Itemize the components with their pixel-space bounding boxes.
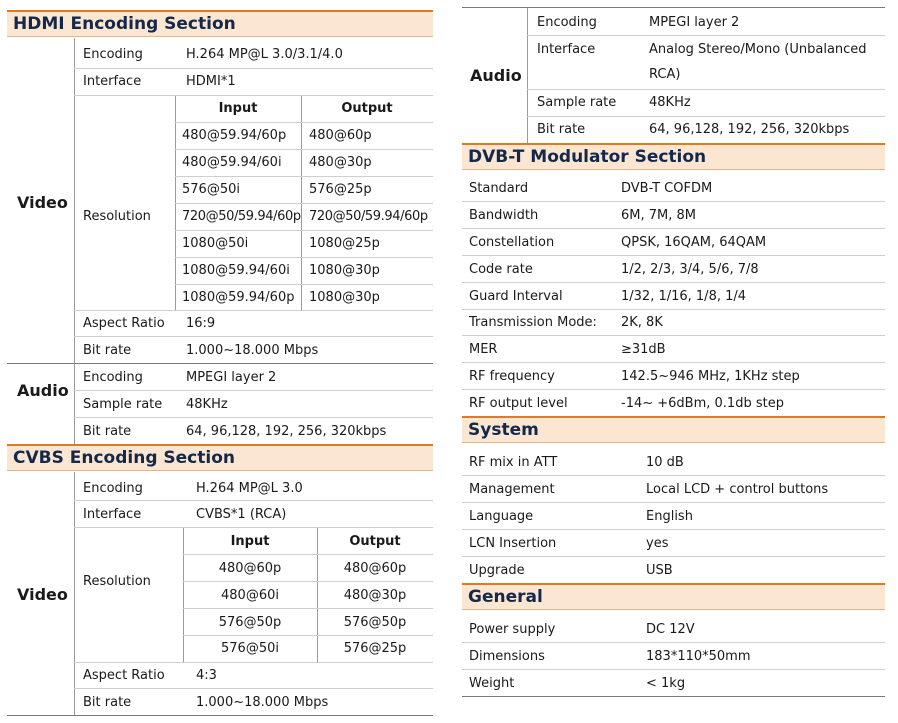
system-value: yes [646, 536, 669, 551]
divider [462, 642, 885, 643]
cvbs-interface-label: Interface [83, 507, 142, 522]
dvbt-section-header [462, 143, 885, 170]
divider [462, 556, 885, 557]
hdmi-aspect-value: 16:9 [186, 316, 216, 331]
left-column [7, 0, 433, 723]
cvbs-res-input: 576@50i [221, 641, 279, 656]
cvbs-res-output: 480@60p [343, 561, 407, 576]
dvbt-section-title: DVB-T Modulator Section [468, 147, 707, 167]
divider [74, 472, 75, 715]
cvbs-resolution-label: Resolution [83, 574, 151, 589]
hdmi-audio-sample-value: 48KHz [186, 397, 228, 412]
cvbs-audio-interface-value: Analog Stereo/Mono (Unbalanced [649, 42, 867, 57]
hdmi-res-input: 576@50i [182, 182, 240, 197]
hdmi-encoding-value: H.264 MP@L 3.0/3.1/4.0 [186, 47, 343, 62]
dvbt-label: Standard [469, 181, 529, 196]
divider [175, 284, 433, 285]
hdmi-audio-encoding-label: Encoding [83, 370, 143, 385]
hdmi-resolution-label: Resolution [83, 209, 151, 224]
divider [74, 662, 433, 663]
system-section-header [462, 416, 885, 443]
system-label: LCN Insertion [469, 536, 557, 551]
hdmi-res-output: 480@30p [309, 155, 372, 170]
cvbs-res-output: 576@25p [343, 641, 407, 656]
hdmi-res-input: 480@59.94/60p [182, 128, 287, 143]
divider [74, 500, 433, 501]
dvbt-label: RF output level [469, 396, 568, 411]
divider [175, 257, 433, 258]
general-label: Dimensions [469, 649, 545, 664]
divider [74, 95, 433, 96]
system-value: Local LCD + control buttons [646, 482, 829, 497]
dvbt-value: 2K, 8K [621, 315, 663, 330]
cvbs-audio-label: Audio [470, 66, 522, 85]
divider [462, 669, 885, 670]
divider [7, 715, 433, 716]
dvbt-value: -14~ +6dBm, 0.1db step [621, 396, 784, 411]
dvbt-label: Constellation [469, 235, 555, 250]
divider [462, 335, 885, 336]
hdmi-audio-encoding-value: MPEGI layer 2 [186, 370, 277, 385]
divider [183, 635, 433, 636]
divider [183, 608, 433, 609]
hdmi-res-input: 1080@59.94/60p [182, 290, 295, 305]
cvbs-output-header: Output [349, 534, 401, 549]
dvbt-value: QPSK, 16QAM, 64QAM [621, 235, 767, 250]
divider [183, 581, 433, 582]
hdmi-bitrate-value: 1.000~18.000 Mbps [186, 343, 319, 358]
hdmi-audio-sample-label: Sample rate [83, 397, 163, 412]
dvbt-value: 1/2, 2/3, 3/4, 5/6, 7/8 [621, 262, 759, 277]
dvbt-value: ≥31dB [621, 342, 666, 357]
general-label: Weight [469, 676, 515, 691]
cvbs-res-output: 480@30p [343, 588, 407, 603]
system-section-title: System [468, 420, 539, 440]
hdmi-res-output: 576@25p [309, 182, 372, 197]
hdmi-res-output: 1080@30p [309, 263, 380, 278]
hdmi-res-input: 720@50/59.94/60p [182, 209, 301, 224]
cvbs-audio-bitrate-label: Bit rate [537, 122, 586, 137]
dvbt-label: Code rate [469, 262, 533, 277]
dvbt-label: Guard Interval [469, 289, 563, 304]
dvbt-label: Bandwidth [469, 208, 539, 223]
divider [462, 309, 885, 310]
divider [74, 390, 433, 391]
hdmi-section-title: HDMI Encoding Section [13, 14, 236, 34]
hdmi-res-output: 1080@30p [309, 290, 380, 305]
system-value: USB [646, 563, 673, 578]
system-label: Upgrade [469, 563, 525, 578]
system-label: Management [469, 482, 555, 497]
cvbs-aspect-label: Aspect Ratio [83, 668, 165, 683]
dvbt-label: MER [469, 342, 498, 357]
cvbs-res-input: 480@60p [218, 561, 282, 576]
hdmi-section-header [7, 10, 433, 37]
hdmi-encoding-label: Encoding [83, 47, 143, 62]
system-label: Language [469, 509, 534, 524]
divider [74, 38, 75, 363]
cvbs-bitrate-label: Bit rate [83, 695, 132, 710]
cvbs-input-header: Input [230, 534, 270, 549]
divider [462, 529, 885, 530]
hdmi-input-header: Input [218, 101, 258, 116]
hdmi-res-output: 1080@25p [309, 236, 380, 251]
hdmi-output-header: Output [341, 101, 393, 116]
divider [527, 89, 885, 90]
hdmi-interface-label: Interface [83, 74, 142, 89]
hdmi-res-input: 480@59.94/60i [182, 155, 282, 170]
divider [74, 688, 433, 689]
divider [74, 310, 433, 311]
dvbt-value: 6M, 7M, 8M [621, 208, 696, 223]
general-label: Power supply [469, 622, 556, 637]
cvbs-video-label: Video [17, 585, 68, 604]
divider [462, 201, 885, 202]
divider [175, 149, 433, 150]
system-value: English [646, 509, 693, 524]
divider [175, 122, 433, 123]
divider [74, 68, 433, 69]
general-value: < 1kg [646, 676, 686, 691]
cvbs-bitrate-value: 1.000~18.000 Mbps [196, 695, 329, 710]
cvbs-encoding-value: H.264 MP@L 3.0 [196, 481, 303, 496]
cvbs-audio-sample-label: Sample rate [537, 95, 617, 110]
divider [527, 35, 885, 36]
cvbs-section-header [7, 444, 433, 471]
dvbt-value: DVB-T COFDM [621, 181, 713, 196]
divider [74, 336, 433, 337]
hdmi-aspect-label: Aspect Ratio [83, 316, 165, 331]
dvbt-value: 1/32, 1/16, 1/8, 1/4 [621, 289, 747, 304]
divider [462, 362, 885, 363]
dvbt-value: 142.5~946 MHz, 1KHz step [621, 369, 800, 384]
cvbs-interface-value: CVBS*1 (RCA) [196, 507, 287, 522]
dvbt-label: Transmission Mode: [469, 315, 597, 330]
divider [527, 8, 528, 143]
cvbs-section-title: CVBS Encoding Section [13, 448, 235, 468]
cvbs-encoding-label: Encoding [83, 481, 143, 496]
divider [462, 389, 885, 390]
general-section-header [462, 583, 885, 610]
divider [462, 255, 885, 256]
divider [175, 176, 433, 177]
general-value: DC 12V [646, 622, 695, 637]
hdmi-res-input: 1080@59.94/60i [182, 263, 290, 278]
general-value: 183*110*50mm [646, 649, 751, 664]
cvbs-audio-encoding-value: MPEGI layer 2 [649, 15, 740, 30]
cvbs-audio-interface-value-cont: RCA) [649, 67, 681, 82]
hdmi-bitrate-label: Bit rate [83, 343, 132, 358]
hdmi-res-input: 1080@50i [182, 236, 249, 251]
cvbs-audio-bitrate-value: 64, 96,128, 192, 256, 320kbps [649, 122, 850, 137]
cvbs-aspect-value: 4:3 [196, 668, 217, 683]
system-label: RF mix in ATT [469, 455, 558, 470]
divider [74, 417, 433, 418]
hdmi-audio-bitrate-value: 64, 96,128, 192, 256, 320kbps [186, 424, 387, 439]
divider [527, 116, 885, 117]
hdmi-video-label: Video [17, 193, 68, 212]
divider [7, 363, 433, 364]
divider [462, 696, 885, 697]
general-section-title: General [468, 587, 543, 607]
system-value: 10 dB [646, 455, 684, 470]
cvbs-audio-sample-value: 48KHz [649, 95, 691, 110]
hdmi-interface-value: HDMI*1 [186, 74, 236, 89]
dvbt-label: RF frequency [469, 369, 555, 384]
divider [74, 364, 75, 444]
divider [462, 502, 885, 503]
divider [183, 554, 433, 555]
divider [462, 475, 885, 476]
cvbs-res-input: 480@60i [221, 588, 279, 603]
divider [175, 230, 433, 231]
cvbs-res-output: 576@50p [343, 615, 407, 630]
divider [462, 282, 885, 283]
divider [74, 527, 433, 528]
right-column [462, 0, 885, 723]
cvbs-audio-encoding-label: Encoding [537, 15, 597, 30]
hdmi-audio-bitrate-label: Bit rate [83, 424, 132, 439]
cvbs-res-input: 576@50p [218, 615, 282, 630]
hdmi-audio-label: Audio [17, 381, 69, 400]
hdmi-res-output: 720@50/59.94/60p [309, 209, 428, 224]
cvbs-audio-interface-label: Interface [537, 42, 596, 57]
hdmi-res-output: 480@60p [309, 128, 372, 143]
divider [175, 203, 433, 204]
divider [462, 7, 885, 8]
divider [462, 228, 885, 229]
